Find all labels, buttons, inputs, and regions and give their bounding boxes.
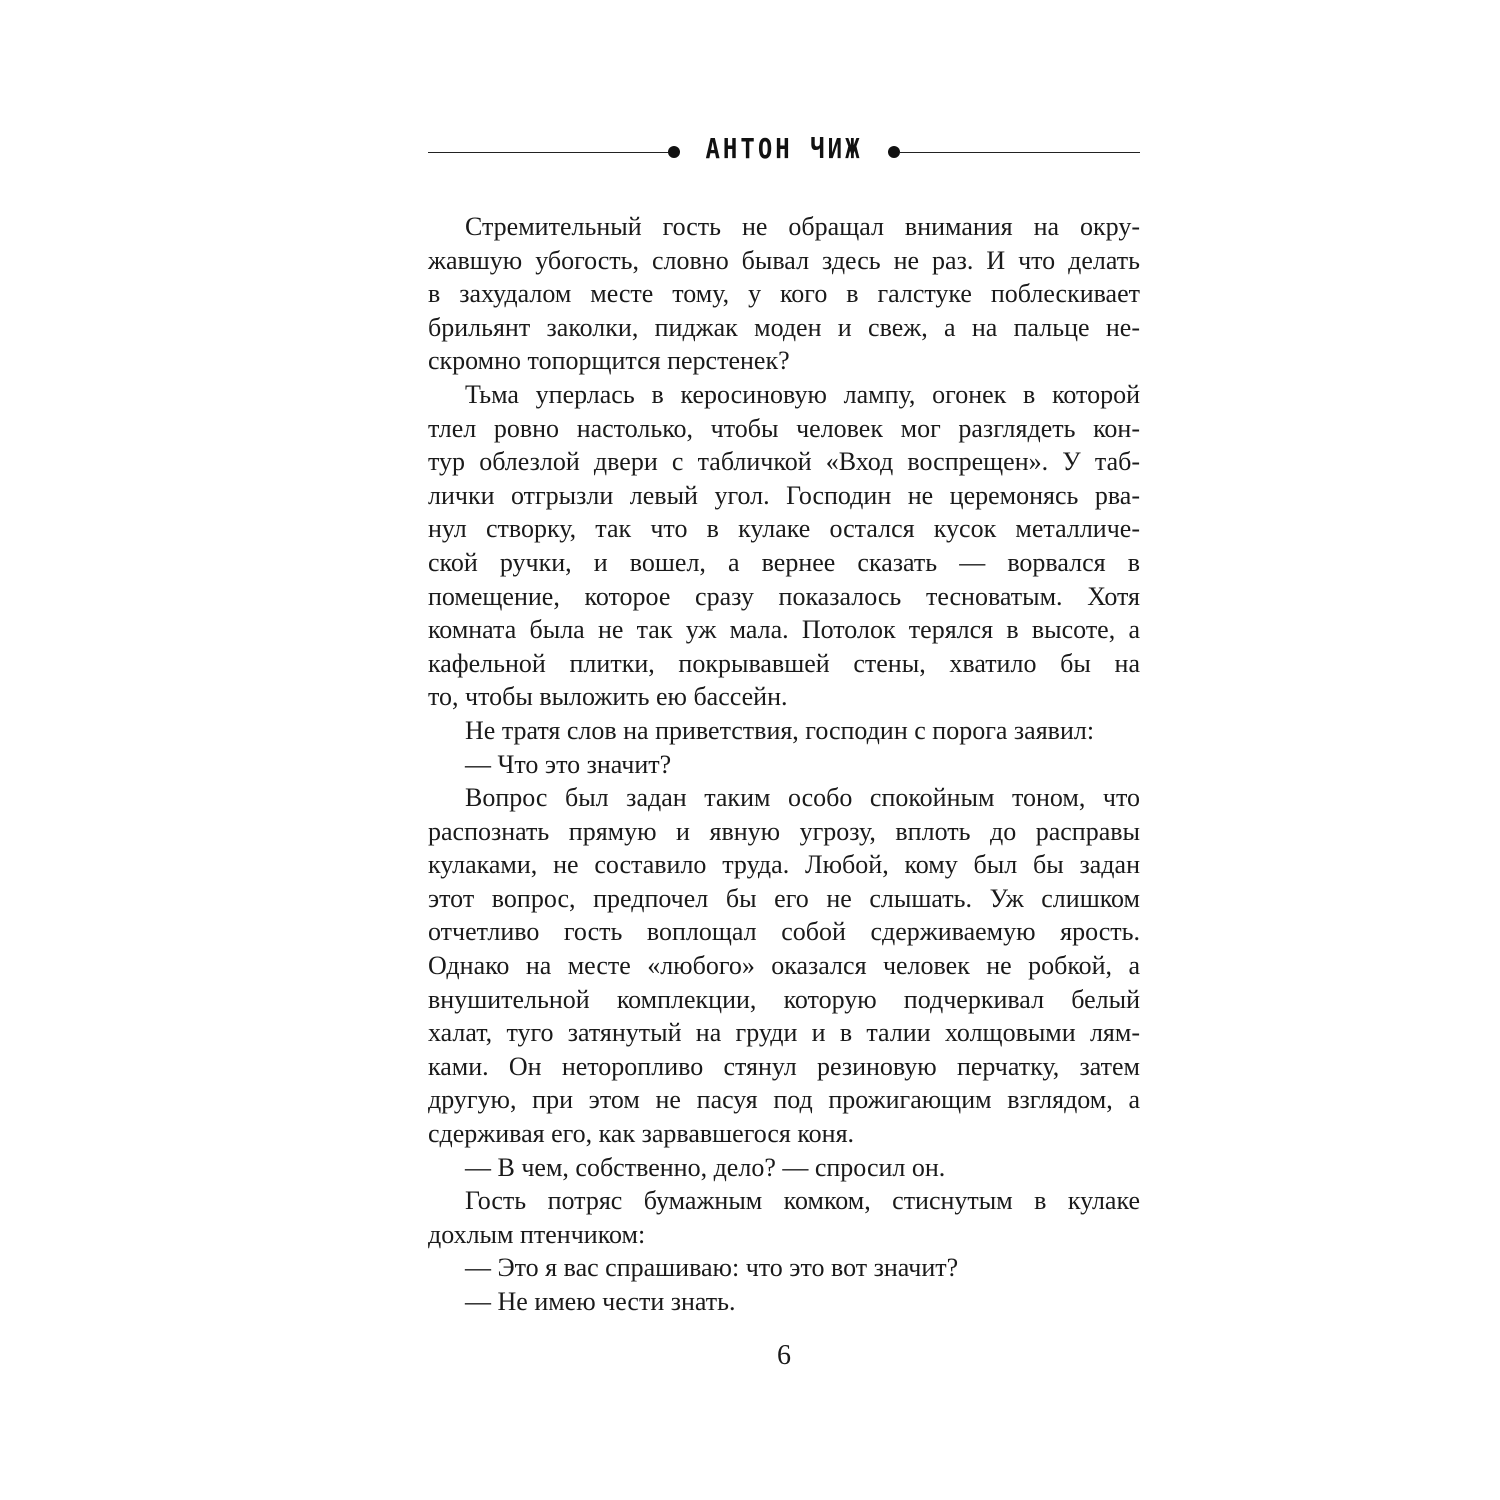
text-line: лички отгрызли левый угол. Господин не церемонясь рва- [428, 480, 1140, 510]
running-head [428, 133, 1140, 173]
text-line: то, чтобы выложить ею бассейн. [428, 682, 788, 712]
text-line: нул створку, так что в кулаке остался кусок металличе- [428, 514, 1140, 544]
text-line: помещение, которое сразу показалось тесноватым. Хотя [428, 581, 1140, 611]
text-line: тлел ровно настолько, чтобы человек мог разглядеть кон- [428, 413, 1140, 443]
text-line: внушительной комплекции, которую подчеркивал белый [428, 984, 1140, 1014]
text-line: кафельной плитки, покрывавшей стены, хватило бы на [428, 648, 1140, 678]
body-text [428, 210, 1140, 1319]
text-line: халат, туго затянутый на груди и в талии холщовыми лям- [428, 1018, 1140, 1048]
header-rule-right [900, 152, 1140, 153]
header-rule-left [428, 152, 668, 153]
text-line: ской ручки, и вошел, а вернее сказать — ворвался в [428, 547, 1140, 577]
text-line: Вопрос был задан таким особо спокойным тоном, что [465, 783, 1140, 813]
bullet-dot-icon [668, 146, 680, 158]
text-line: другую, при этом не пасуя под прожигающим взглядом, а [428, 1085, 1140, 1115]
text-line: Стремительный гость не обращал внимания на окру- [465, 212, 1140, 241]
text-line: Тьма уперлась в керосиновую лампу, огонек в которой [465, 379, 1140, 409]
text-line: кулаками, не составило труда. Любой, кому был бы задан [428, 850, 1140, 880]
text-line: этот вопрос, предпочел бы его не слышать. Уж слишком [428, 883, 1140, 913]
text-line: сдерживая его, как зарвавшегося коня. [428, 1119, 855, 1149]
text-line: тур облезлой двери с табличкой «Вход воспрещен». У таб- [428, 447, 1140, 477]
text-line: — Что это значит? [465, 749, 672, 779]
text-line: — Это я вас спрашиваю: что это вот значит? [465, 1253, 959, 1283]
text-line: — В чем, собственно, дело? — спросил он. [465, 1152, 946, 1182]
text-line: скромно топорщится перстенек? [428, 346, 790, 376]
text-line: Не тратя слов на приветствия, господин с порога заявил: [465, 715, 1095, 745]
text-line: Гость потряс бумажным комком, стиснутым в кулаке [465, 1186, 1140, 1216]
text-line: Однако на месте «любого» оказался человек не робкой, а [428, 951, 1140, 981]
bullet-dot-icon [888, 146, 900, 158]
text-line: брильянт заколки, пиджак моден и свеж, а на пальце не- [428, 312, 1140, 342]
text-line: дохлым птенчиком: [428, 1219, 646, 1249]
text-line: ками. Он неторопливо стянул резиновую перчатку, затем [428, 1051, 1140, 1081]
text-line: в захудалом месте тому, у кого в галстуке поблескивает [428, 279, 1140, 309]
author-name: АНТОН ЧИЖ [705, 132, 863, 166]
text-line: комната была не так уж мала. Потолок терялся в высоте, а [428, 615, 1140, 645]
text-line: отчетливо гость воплощал собой сдерживаемую ярость. [428, 917, 1140, 947]
text-line: распознать прямую и явную угрозу, вплоть до расправы [428, 816, 1140, 846]
text-line: жавшую убогость, словно бывал здесь не раз. И что делать [428, 245, 1140, 275]
text-line: — Не имею чести знать. [465, 1287, 736, 1316]
page-number: 6 [777, 1340, 791, 1371]
